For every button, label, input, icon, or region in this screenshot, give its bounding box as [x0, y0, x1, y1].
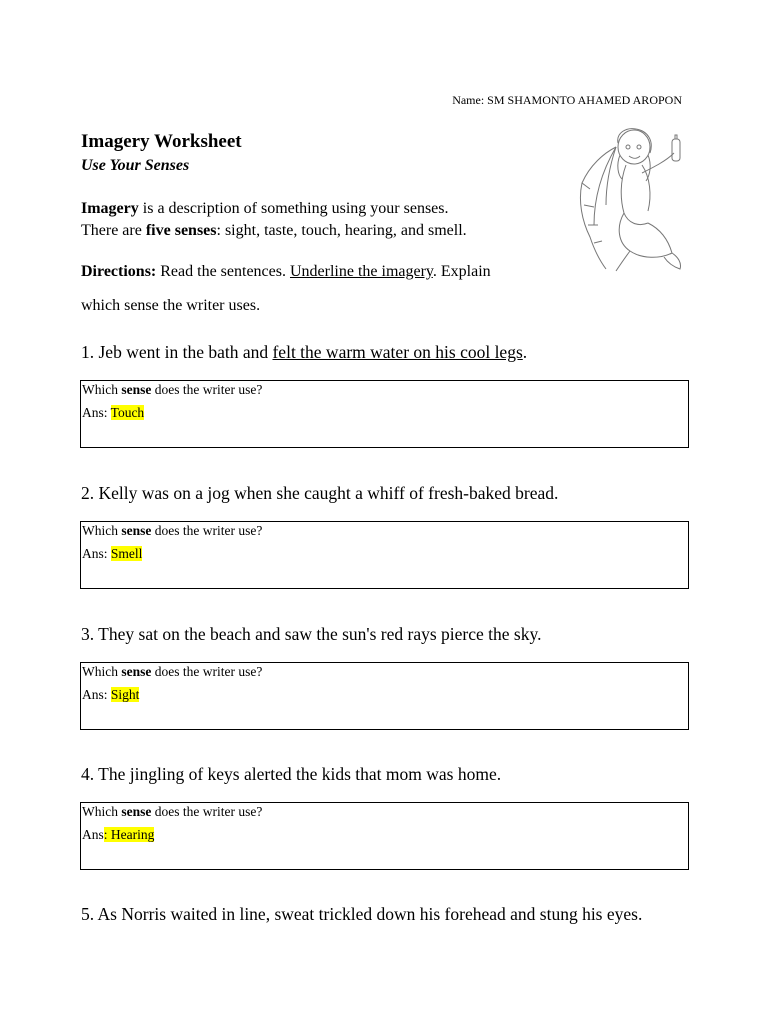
directions-text-2: . Explain	[432, 263, 491, 280]
prompt-which: Which	[82, 804, 122, 819]
question-4: 4. The jingling of keys alerted the kids that mom was home.	[81, 764, 502, 784]
question-5: 5. As Norris waited in line, sweat trickled down his forehead and stung his eyes.	[81, 904, 643, 924]
directions-line	[81, 263, 491, 281]
answer-box-1[interactable]	[80, 380, 689, 448]
prompt-sense: sense	[121, 664, 152, 679]
prompt-which: Which	[82, 523, 122, 538]
imagery-definition-text: is a description of something using your senses.	[138, 200, 449, 217]
answer-label: Ans:	[82, 687, 111, 702]
five-senses-term: five senses	[145, 222, 217, 239]
answer-prompt	[82, 523, 262, 539]
answer-prompt	[82, 382, 262, 398]
prompt-which: Which	[82, 382, 122, 397]
question-1-prefix: 1. Jeb went in the bath and	[81, 342, 273, 362]
prompt-rest: does the writer use?	[151, 382, 263, 397]
five-senses-list: : sight, taste, touch, hearing, and smell.	[216, 222, 467, 239]
answer-prompt	[82, 664, 262, 680]
question-1	[81, 342, 527, 363]
answer-value: Smell	[110, 546, 143, 561]
answer-label: Ans:	[82, 405, 111, 420]
directions-line-2: which sense the writer uses.	[81, 297, 261, 314]
answer-box-4[interactable]	[80, 802, 689, 870]
question-2: 2. Kelly was on a jog when she caught a whiff of fresh-baked bread.	[81, 483, 559, 503]
answer-value: Sight	[110, 687, 140, 702]
answer-box-3[interactable]	[80, 662, 689, 730]
answer-value: Touch	[110, 405, 145, 420]
prompt-rest: does the writer use?	[151, 664, 263, 679]
worksheet-subtitle: Use Your Senses	[81, 157, 190, 174]
winged-creature-illustration	[576, 125, 686, 273]
answer-label: Ans:	[82, 546, 111, 561]
answer-prompt	[82, 804, 262, 820]
worksheet-title: Imagery Worksheet	[81, 131, 242, 152]
prompt-sense: sense	[121, 804, 152, 819]
answer-line	[82, 827, 154, 843]
answer-line	[82, 687, 139, 703]
answer-label: Ans	[82, 827, 104, 842]
imagery-term: Imagery	[81, 200, 139, 217]
prompt-rest: does the writer use?	[151, 523, 263, 538]
imagery-definition	[81, 200, 449, 218]
prompt-rest: does the writer use?	[151, 804, 263, 819]
five-senses-pre: There are	[81, 222, 146, 239]
answer-line	[82, 405, 144, 421]
question-3: 3. They sat on the beach and saw the sun's red rays pierce the sky.	[81, 624, 542, 644]
answer-box-2[interactable]	[80, 521, 689, 589]
five-senses-line	[81, 222, 467, 240]
answer-line	[82, 546, 142, 562]
directions-underlined: Underline the imagery	[289, 263, 433, 280]
question-1-imagery: felt the warm water on his cool legs	[272, 342, 523, 362]
directions-label: Directions:	[81, 263, 157, 280]
prompt-sense: sense	[121, 382, 152, 397]
answer-value: : Hearing	[103, 827, 155, 842]
prompt-sense: sense	[121, 523, 152, 538]
student-name: Name: SM SHAMONTO AHAMED AROPON	[452, 93, 682, 107]
directions-text-1: Read the sentences.	[156, 263, 290, 280]
prompt-which: Which	[82, 664, 122, 679]
question-1-suffix: .	[522, 342, 528, 362]
